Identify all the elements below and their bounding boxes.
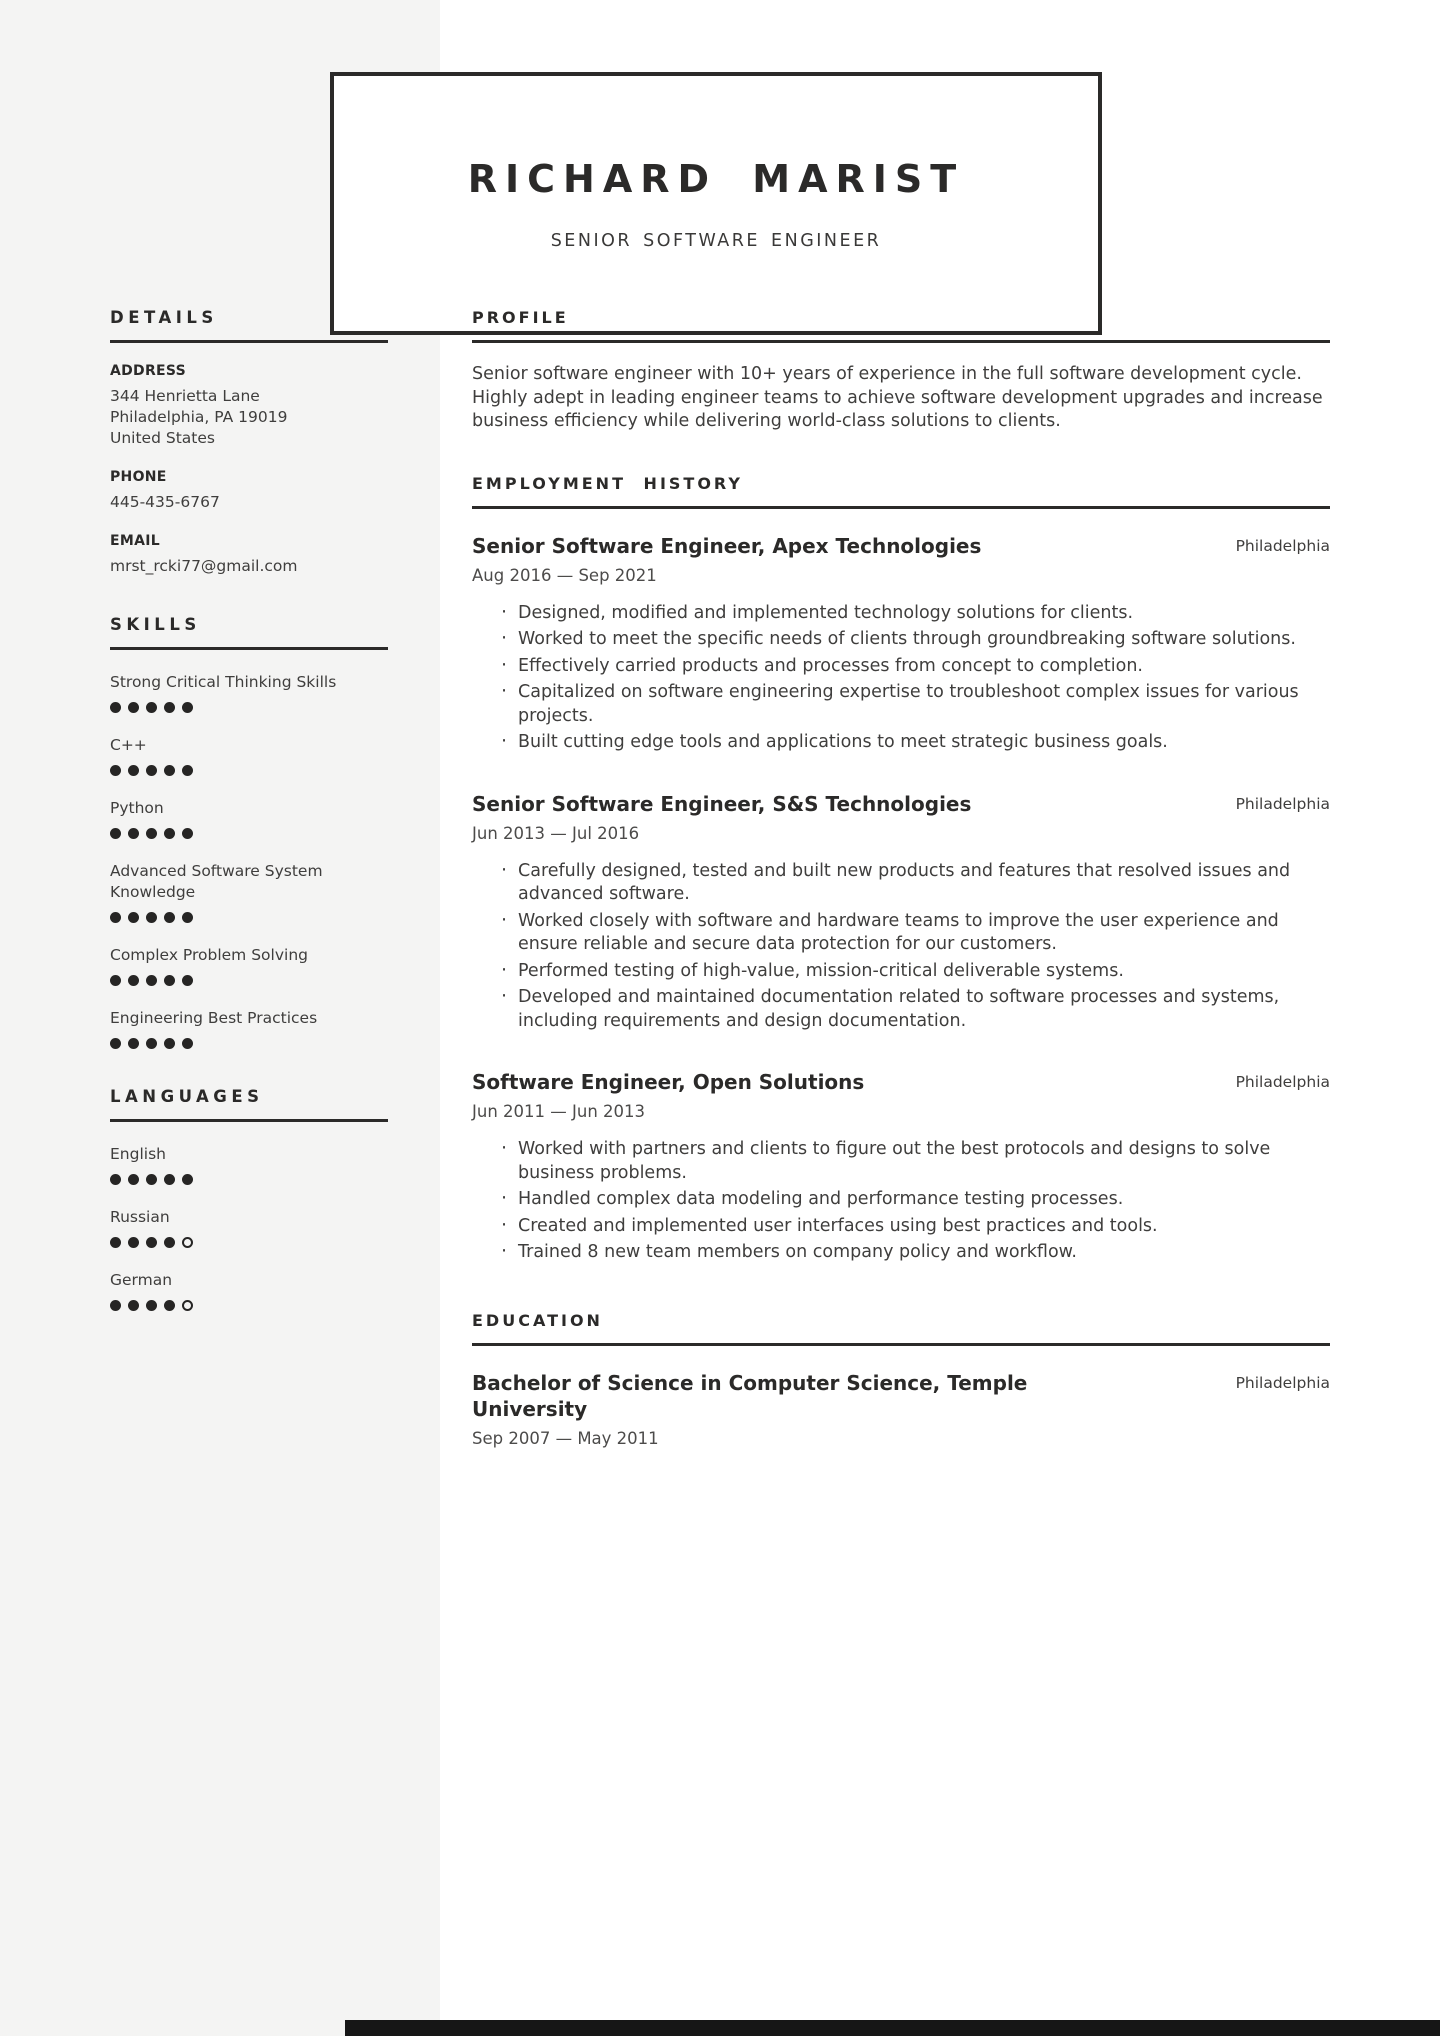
- level-dot-filled: [128, 1300, 139, 1311]
- profile-heading: PROFILE: [472, 308, 1330, 343]
- skill-level-dots: [110, 828, 388, 839]
- skill-level-dots: [110, 1038, 388, 1049]
- job-entry: [472, 791, 1330, 1034]
- job-bullet: · Built cutting edge tools and applications to meet strategic business goals.: [472, 731, 1330, 755]
- phone-label: PHONE: [110, 469, 167, 485]
- skill-level-dots: [110, 765, 388, 776]
- skill-item: [110, 861, 388, 923]
- skills-heading: SKILLS: [110, 615, 388, 650]
- skill-label: Python: [110, 799, 164, 817]
- skill-label: Strong Critical Thinking Skills: [110, 673, 337, 691]
- job-bullet: · Created and implemented user interfaces using best practices and tools.: [472, 1215, 1330, 1239]
- level-dot-filled: [128, 828, 139, 839]
- language-label: English: [110, 1145, 166, 1163]
- sidebar: [110, 308, 388, 1311]
- level-dot-filled: [164, 765, 175, 776]
- job-bullet: · Worked to meet the specific needs of clients through groundbreaking software solutions.: [472, 628, 1330, 652]
- level-dot-filled: [146, 912, 157, 923]
- skill-label: Advanced Software System Knowledge: [110, 862, 323, 901]
- level-dot-filled: [110, 912, 121, 923]
- job-dates: Aug 2016 — Sep 2021: [472, 565, 657, 585]
- language-item: [110, 1144, 388, 1185]
- job-bullets: [472, 1138, 1330, 1265]
- level-dot-filled: [110, 975, 121, 986]
- level-dot-filled: [164, 975, 175, 986]
- skill-label: Complex Problem Solving: [110, 946, 308, 964]
- page-bottom-edge: [345, 2020, 1440, 2036]
- level-dot-filled: [128, 1038, 139, 1049]
- employment-heading: EMPLOYMENT HISTORY: [472, 474, 1330, 509]
- skill-level-dots: [110, 912, 388, 923]
- job-title: Senior Software Engineer, Apex Technologies: [472, 533, 982, 558]
- level-dot-filled: [146, 1237, 157, 1248]
- level-dot-filled: [164, 1237, 175, 1248]
- skill-item: [110, 1008, 388, 1049]
- level-dot-filled: [128, 975, 139, 986]
- level-dot-filled: [182, 1038, 193, 1049]
- level-dot-filled: [110, 702, 121, 713]
- level-dot-filled: [110, 1237, 121, 1248]
- level-dot-empty: [182, 1300, 193, 1311]
- profile-section: [472, 308, 1330, 434]
- education-location: Philadelphia: [1235, 1373, 1330, 1392]
- email-value: mrst_rcki77@gmail.com: [110, 557, 298, 575]
- language-item: [110, 1207, 388, 1248]
- level-dot-filled: [164, 828, 175, 839]
- level-dot-filled: [182, 828, 193, 839]
- details-section: [110, 308, 388, 577]
- job-dates: Jun 2013 — Jul 2016: [472, 823, 640, 843]
- level-dot-filled: [164, 912, 175, 923]
- job-bullet: · Worked closely with software and hardware teams to improve the user experience and ensure reliable and secure data protection for our customers.: [472, 910, 1330, 957]
- job-bullet: · Carefully designed, tested and built new products and features that resolved issues and advanced software.: [472, 860, 1330, 907]
- header-box: [330, 72, 1102, 335]
- level-dot-filled: [146, 765, 157, 776]
- education-section: [472, 1311, 1330, 1448]
- language-item: [110, 1270, 388, 1311]
- job-bullet: · Designed, modified and implemented technology solutions for clients.: [472, 602, 1330, 626]
- level-dot-filled: [164, 1300, 175, 1311]
- languages-heading: LANGUAGES: [110, 1087, 388, 1122]
- level-dot-filled: [182, 912, 193, 923]
- skill-label: C++: [110, 736, 147, 754]
- level-dot-filled: [128, 702, 139, 713]
- skill-level-dots: [110, 702, 388, 713]
- level-dot-filled: [164, 1174, 175, 1185]
- level-dot-filled: [164, 702, 175, 713]
- main-column: [472, 308, 1330, 1448]
- level-dot-filled: [128, 765, 139, 776]
- level-dot-filled: [128, 912, 139, 923]
- level-dot-filled: [146, 1174, 157, 1185]
- level-dot-filled: [146, 702, 157, 713]
- language-level-dots: [110, 1174, 388, 1185]
- address-line: United States: [110, 429, 215, 447]
- job-bullet: · Handled complex data modeling and performance testing processes.: [472, 1188, 1330, 1212]
- education-dates: Sep 2007 — May 2011: [472, 1428, 659, 1448]
- candidate-name: RICHARD MARIST: [467, 156, 965, 201]
- language-level-dots: [110, 1237, 388, 1248]
- phone-value: 445-435-6767: [110, 493, 220, 511]
- skill-item: [110, 798, 388, 839]
- languages-section: [110, 1087, 388, 1311]
- education-entry: [472, 1370, 1330, 1448]
- skills-section: [110, 615, 388, 1049]
- education-title: Bachelor of Science in Computer Science, Temple University: [472, 1370, 1028, 1421]
- level-dot-filled: [128, 1174, 139, 1185]
- level-dot-filled: [128, 1237, 139, 1248]
- job-bullets: [472, 602, 1330, 755]
- level-dot-filled: [146, 828, 157, 839]
- job-bullet: · Trained 8 new team members on company policy and workflow.: [472, 1241, 1330, 1265]
- language-label: German: [110, 1271, 173, 1289]
- skill-label: Engineering Best Practices: [110, 1009, 318, 1027]
- job-dates: Jun 2011 — Jun 2013: [472, 1102, 646, 1121]
- address-label: ADDRESS: [110, 363, 187, 379]
- level-dot-filled: [146, 1038, 157, 1049]
- job-bullet: · Capitalized on software engineering expertise to troubleshoot complex issues for various projects.: [472, 681, 1330, 728]
- level-dot-filled: [182, 765, 193, 776]
- job-location: Philadelphia: [1235, 536, 1330, 555]
- candidate-title: SENIOR SOFTWARE ENGINEER: [550, 230, 882, 251]
- level-dot-filled: [182, 1174, 193, 1185]
- language-label: Russian: [110, 1208, 170, 1226]
- level-dot-filled: [182, 702, 193, 713]
- skill-item: [110, 735, 388, 776]
- skill-item: [110, 945, 388, 986]
- level-dot-filled: [110, 1038, 121, 1049]
- address-line: 344 Henrietta Lane: [110, 387, 260, 405]
- job-bullet: · Performed testing of high-value, mission-critical deliverable systems.: [472, 960, 1330, 984]
- level-dot-filled: [110, 1174, 121, 1185]
- details-heading: DETAILS: [110, 308, 388, 343]
- education-heading: EDUCATION: [472, 1311, 1330, 1346]
- job-entry: [472, 533, 1330, 755]
- skill-item: [110, 672, 388, 713]
- address-line: Philadelphia, PA 19019: [110, 408, 288, 426]
- level-dot-filled: [110, 765, 121, 776]
- job-bullet: · Effectively carried products and processes from concept to completion.: [472, 655, 1330, 679]
- level-dot-filled: [110, 1300, 121, 1311]
- level-dot-filled: [146, 975, 157, 986]
- level-dot-filled: [146, 1300, 157, 1311]
- job-bullets: [472, 860, 1330, 1034]
- skill-level-dots: [110, 975, 388, 986]
- employment-section: [472, 474, 1330, 1265]
- job-title: Software Engineer, Open Solutions: [472, 1070, 865, 1094]
- level-dot-filled: [110, 828, 121, 839]
- level-dot-filled: [164, 1038, 175, 1049]
- profile-text: Senior software engineer with 10+ years of experience in the full software development cycle. Highly adept in leading engineer teams to achieve software development upgrades and increase business efficiency while delivering world-class solutions to clients.: [472, 364, 1323, 431]
- language-level-dots: [110, 1300, 388, 1311]
- job-title: Senior Software Engineer, S&S Technologies: [472, 791, 972, 816]
- job-location: Philadelphia: [1235, 1073, 1330, 1091]
- job-bullet: · Developed and maintained documentation related to software processes and systems, including requirements and design documentation.: [472, 986, 1330, 1033]
- address-value: [110, 386, 388, 449]
- level-dot-empty: [182, 1237, 193, 1248]
- level-dot-filled: [182, 975, 193, 986]
- job-bullet: · Worked with partners and clients to figure out the best protocols and designs to solve business problems.: [472, 1138, 1330, 1185]
- job-entry: [472, 1069, 1330, 1265]
- email-label: EMAIL: [110, 533, 160, 549]
- job-location: Philadelphia: [1235, 794, 1330, 813]
